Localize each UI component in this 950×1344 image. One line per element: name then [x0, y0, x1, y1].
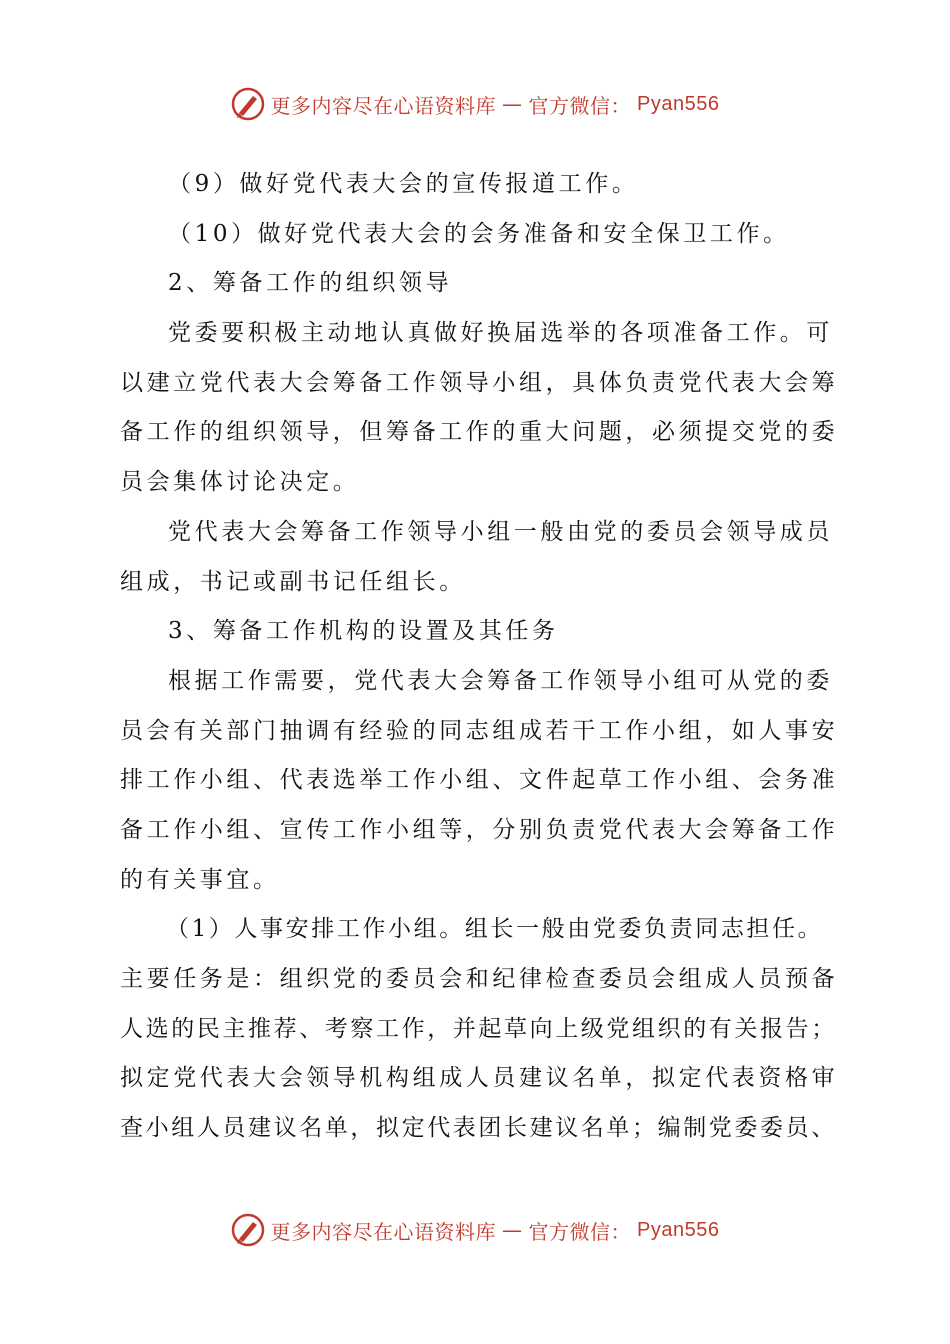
body-line: 排工作小组、代表选举工作小组、文件起草工作小组、会务准	[120, 767, 839, 794]
section-heading: 3、筹备工作机构的设置及其任务	[168, 618, 559, 645]
body-line: 拟定党代表大会领导机构组成人员建议名单，拟定代表资格审	[120, 1065, 839, 1092]
footer-banner-dash: —	[502, 1218, 523, 1242]
body-line: 组成，书记或副书记任组长。	[120, 568, 466, 595]
header-banner	[231, 87, 720, 121]
header-banner-text: 更多内容尽在心语资料库	[270, 93, 497, 118]
body-line: 查小组人员建议名单，拟定代表团长建议名单；编制党委委员、	[120, 1115, 837, 1142]
body-line: 备工作的组织领导，但筹备工作的重大问题，必须提交党的委	[120, 419, 839, 446]
body-line: 备工作小组、宣传工作小组等，分别负责党代表大会筹备工作	[120, 816, 839, 843]
header-banner-dash: —	[502, 92, 523, 116]
body-line: 主要任务是：组织党的委员会和纪律检查委员会组成人员预备	[120, 966, 839, 992]
body-line: 人选的民主推荐、考察工作，并起草向上级党组织的有关报告；	[120, 1015, 837, 1042]
body-line: 以建立党代表大会筹备工作领导小组，具体负责党代表大会筹	[120, 369, 839, 396]
body-line: （1）人事安排工作小组。组长一般由党委负责同志担任。	[166, 916, 824, 943]
pen-logo-icon	[231, 87, 265, 121]
footer-wechat-id: Pyan556	[637, 1218, 720, 1241]
page-footer	[0, 1210, 950, 1250]
body-line: 员会集体讨论决定。	[120, 469, 360, 496]
pen-logo-icon	[231, 1213, 265, 1247]
body-line: （10）做好党代表大会的会务准备和安全保卫工作。	[168, 220, 790, 247]
body-line: 根据工作需要，党代表大会筹备工作领导小组可从党的委	[168, 667, 833, 694]
body-line: 员会有关部门抽调有经验的同志组成若干工作小组，如人事安	[120, 717, 839, 744]
body-line: 党委要积极主动地认真做好换届选举的各项准备工作。可	[168, 320, 833, 347]
document-body	[120, 160, 840, 1154]
header-wechat-label: 官方微信：	[528, 93, 632, 118]
body-line: 党代表大会筹备工作领导小组一般由党的委员会领导成员	[168, 518, 833, 545]
footer-wechat-label: 官方微信：	[528, 1219, 632, 1244]
body-line: （9）做好党代表大会的宣传报道工作。	[168, 171, 639, 197]
body-line: 的有关事宜。	[120, 866, 280, 893]
footer-banner	[231, 1213, 720, 1247]
page-header	[0, 84, 950, 124]
header-wechat-id: Pyan556	[637, 92, 720, 115]
section-heading: 2、筹备工作的组织领导	[168, 270, 453, 297]
footer-banner-text: 更多内容尽在心语资料库	[270, 1219, 497, 1244]
